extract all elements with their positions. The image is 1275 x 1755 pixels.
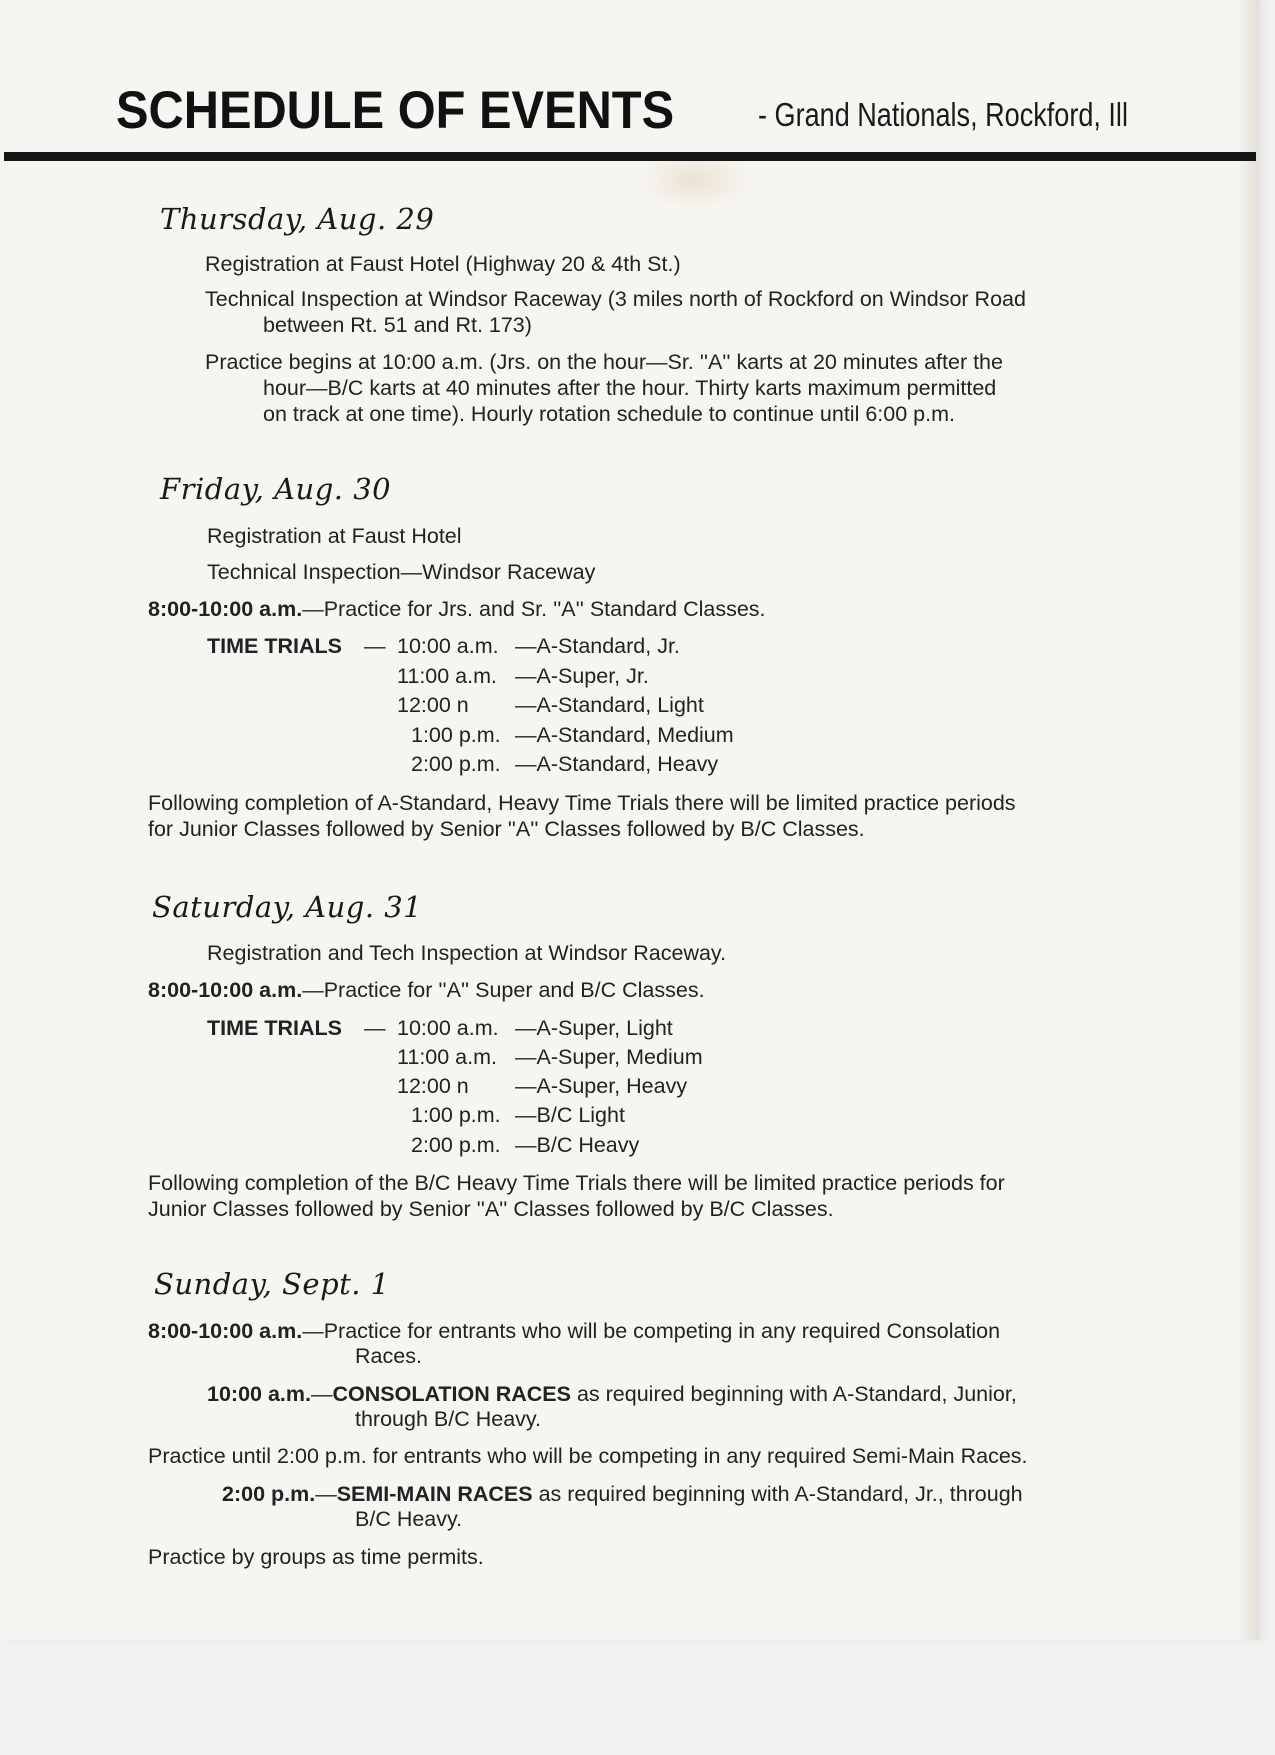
- consolation-races-label: CONSOLATION RACES: [332, 1382, 571, 1406]
- thursday-tech-line2: between Rt. 51 and Rt. 173): [263, 313, 532, 337]
- page-edge: [1240, 0, 1258, 1640]
- saturday-trial-event: —A-Super, Light: [515, 1016, 673, 1040]
- page-title: SCHEDULE OF EVENTS: [116, 81, 675, 140]
- friday-tech: Technical Inspection—Windsor Raceway: [207, 560, 596, 584]
- saturday-note-line1: Following completion of the B/C Heavy Time Trials there will be limited practice periods for: [148, 1171, 1005, 1195]
- friday-trial-event: —A-Standard, Light: [515, 693, 704, 717]
- friday-trial-time: 10:00 a.m.: [397, 634, 499, 658]
- friday-practice-time: 8:00-10:00 a.m.: [148, 597, 303, 621]
- saturday-note-line2: Junior Classes followed by Senior ''A'' Classes followed by B/C Classes.: [148, 1197, 834, 1221]
- day-heading-thursday: Thursday, Aug. 29: [160, 202, 435, 236]
- header-rule: [4, 152, 1256, 161]
- saturday-trial-time: 11:00 a.m.: [397, 1045, 497, 1069]
- friday-trial-time: 2:00 p.m.: [411, 752, 501, 776]
- friday-practice-text: —Practice for Jrs. and Sr. ''A'' Standard Classes.: [302, 597, 766, 621]
- semimain-text: as required beginning with A-Standard, Jr., through: [532, 1482, 1023, 1506]
- page-header: [116, 80, 1176, 144]
- consolation-dash: —: [310, 1382, 333, 1406]
- saturday-time-trials-label: TIME TRIALS: [207, 1016, 342, 1040]
- semimain-races-label: SEMI-MAIN RACES: [336, 1482, 533, 1506]
- saturday-trial-event: —B/C Heavy: [515, 1133, 640, 1157]
- sunday-practice-time: 8:00-10:00 a.m.: [148, 1319, 303, 1343]
- friday-trial-event: —A-Standard, Heavy: [515, 752, 719, 776]
- saturday-trial-time: 2:00 p.m.: [411, 1133, 501, 1157]
- sunday-final-note: Practice by groups as time permits.: [148, 1545, 484, 1569]
- saturday-registration: Registration and Tech Inspection at Windsor Raceway.: [207, 941, 727, 965]
- saturday-trial-event: —B/C Light: [515, 1103, 625, 1127]
- day-heading-saturday: Saturday, Aug. 31: [152, 890, 423, 924]
- sunday-semimain-line1: [222, 1481, 1023, 1507]
- saturday-time-trials-dash: —: [364, 1016, 386, 1040]
- sunday-semimain-line2: B/C Heavy.: [355, 1507, 463, 1531]
- saturday-trial-time: 10:00 a.m.: [397, 1016, 499, 1040]
- consolation-text: as required beginning with A-Standard, Junior,: [570, 1382, 1017, 1406]
- saturday-practice: [148, 977, 705, 1003]
- day-heading-sunday: Sunday, Sept. 1: [154, 1267, 390, 1301]
- consolation-time: 10:00 a.m.: [207, 1382, 311, 1406]
- sunday-practice-line2: Races.: [355, 1344, 422, 1368]
- friday-trial-event: —A-Standard, Jr.: [515, 634, 680, 658]
- friday-note-line2: for Junior Classes followed by Senior ''A'' Classes followed by B/C Classes.: [148, 817, 865, 841]
- saturday-trial-time: 12:00 n: [397, 1074, 469, 1098]
- thursday-registration: Registration at Faust Hotel (Highway 20 & 4th St.): [205, 252, 681, 276]
- friday-trial-time: 1:00 p.m.: [411, 723, 501, 747]
- saturday-practice-time: 8:00-10:00 a.m.: [148, 978, 303, 1002]
- friday-note-line1: Following completion of A-Standard, Heavy Time Trials there will be limited practice periods: [148, 791, 1016, 815]
- thursday-practice-line3: on track at one time). Hourly rotation schedule to continue until 6:00 p.m.: [263, 402, 955, 426]
- friday-registration: Registration at Faust Hotel: [207, 524, 462, 548]
- friday-practice: [148, 596, 766, 622]
- saturday-trial-time: 1:00 p.m.: [411, 1103, 501, 1127]
- semimain-dash: —: [315, 1482, 337, 1506]
- thursday-tech-line1: Technical Inspection at Windsor Raceway (3 miles north of Rockford on Windsor Road: [205, 287, 1026, 311]
- friday-time-trials-dash: —: [364, 634, 386, 658]
- friday-trial-time: 11:00 a.m.: [397, 664, 497, 688]
- friday-trial-event: —A-Standard, Medium: [515, 723, 734, 747]
- friday-trial-time: 12:00 n: [397, 693, 469, 717]
- sunday-consolation-line1: [207, 1381, 1017, 1407]
- sunday-practice-line1: [148, 1318, 1000, 1344]
- day-heading-friday: Friday, Aug. 30: [160, 472, 392, 506]
- saturday-trial-event: —A-Super, Heavy: [515, 1074, 688, 1098]
- sunday-practice-text: —Practice for entrants who will be competing in any required Consolation: [302, 1319, 1001, 1343]
- friday-time-trials-label: TIME TRIALS: [207, 634, 342, 658]
- semimain-time: 2:00 p.m.: [222, 1482, 316, 1506]
- thursday-practice-line2: hour—B/C karts at 40 minutes after the hour. Thirty karts maximum permitted: [263, 376, 997, 400]
- saturday-practice-text: —Practice for ''A'' Super and B/C Classes.: [302, 978, 705, 1002]
- friday-trial-event: —A-Super, Jr.: [515, 664, 649, 688]
- sunday-consolation-line2: through B/C Heavy.: [355, 1407, 542, 1431]
- sunday-practice-until: Practice until 2:00 p.m. for entrants who will be competing in any required Semi-Main Races.: [148, 1444, 1028, 1468]
- saturday-trial-event: —A-Super, Medium: [515, 1045, 703, 1069]
- thursday-practice-line1: Practice begins at 10:00 a.m. (Jrs. on the hour—Sr. ''A'' karts at 20 minutes after the: [205, 350, 1003, 374]
- page-subtitle: - Grand Nationals, Rockford, Ill: [758, 96, 1128, 133]
